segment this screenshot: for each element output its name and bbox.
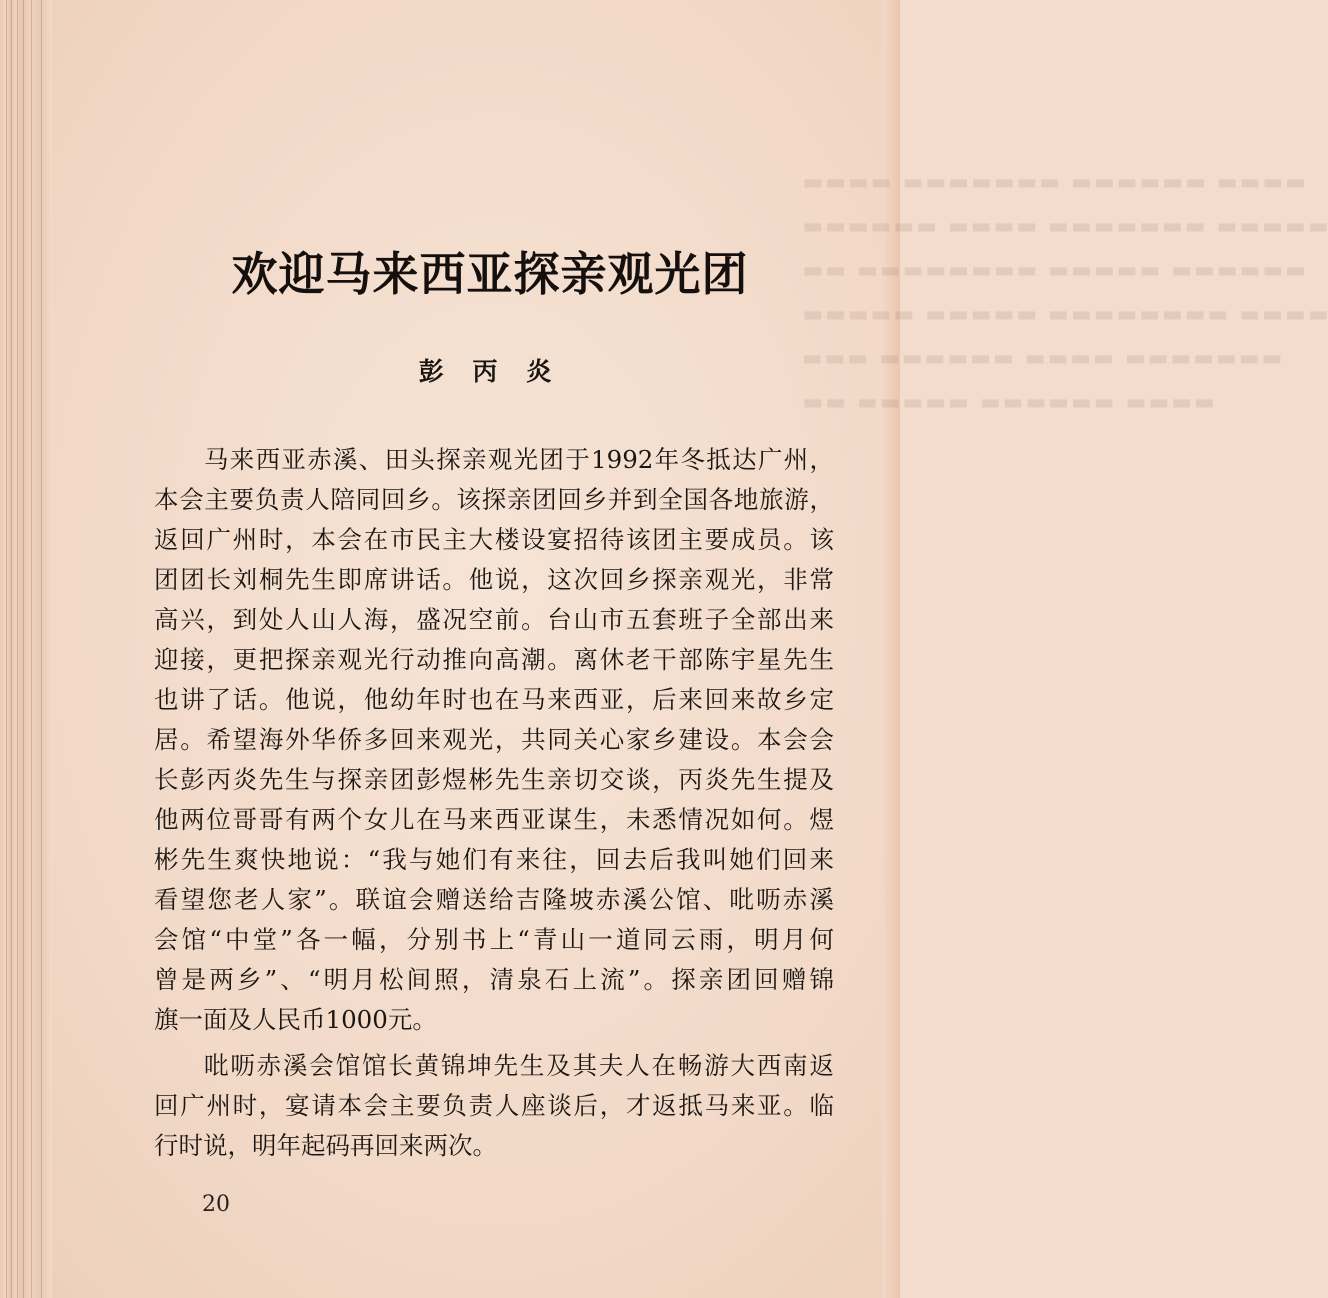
paragraph-1-line: 返回广州时，本会在市民主大楼设宴招待该团主要成员。该 [154,525,834,554]
page-edge-line [23,0,24,1298]
article-author: 彭 丙 炎 [418,357,562,386]
paragraph-1-line: 彬先生爽快地说：“我与她们有来往，回去后我叫她们回来 [154,845,834,874]
paragraph-1-line: 看望您老人家”。联谊会赠送给吉隆坡赤溪公馆、吡呖赤溪 [154,885,834,914]
paragraph-1-line: 迎接，更把探亲观光行动推向高潮。离休老干部陈宇星先生 [154,645,834,674]
paragraph-1-line: 马来西亚赤溪、田头探亲观光团于1992年冬抵达广州， [204,445,834,474]
paragraph-1-line: 曾是两乡”、“明月松间照，清泉石上流”。探亲团回赠锦 [154,965,834,994]
paragraph-1-line: 居。希望海外华侨多回来观光，共同关心家乡建设。本会会 [154,725,834,754]
page-edge-line [31,0,32,1298]
page-number: 20 [202,1192,230,1217]
paragraph-2-line: 行时说，明年起码再回来两次。 [154,1131,497,1160]
scanned-page: ▬▬▬▬ ▬▬▬▬▬▬ ▬▬▬▬▬▬▬ ▬▬▬▬ ▬▬▬▬▬ ▬▬▬▬▬▬▬ ▬▬▬▬ ▬▬▬▬▬▬ ▬▬▬▬▬▬ ▬▬▬▬▬ ▬▬▬▬▬▬▬▬ ▬▬ ▬▬▬▬ ▬▬▬▬▬▬▬▬ ▬▬▬▬▬ ▬▬▬▬▬ ▬▬▬▬▬▬▬ ▬▬▬▬ ▬▬▬▬▬▬ ▬▬▬ ▬▬▬▬ ▬▬▬▬▬▬ ▬▬▬▬▬ ▬▬ 欢迎马来西亚探亲观光团 彭 丙 炎 马来西亚赤溪、田头探亲观光团于1992年冬抵达广州， 本会主要负责人陪同回乡。该探亲团回乡并到全国各地旅游， 返回广州时，本会在市民主大楼设宴招待该团主要成员。该 团团长刘桐先生即席讲话。他说，这次回乡探亲观光，非常 高兴，到处人山人海，盛况空前。台山市五套班子全部出来 迎接，更把探亲观光行动推向高潮。离休老干部陈宇星先生 也讲了话。他说，他幼年时也在马来西亚，后来回来故乡定 居。希望海外华侨多回来观光，共同关心家乡建设。本会会 长彭丙炎先生与探亲团彭煜彬先生亲切交谈，丙炎先生提及 他两位哥哥有两个女儿在马来西亚谋生，未悉情况如何。煜 彬先生爽快地说：“我与她们有来往，回去后我叫她们回来 看望您老人家”。联谊会赠送给吉隆坡赤溪公馆、吡呖赤溪 会馆“中堂”各一幅，分别书上“青山一道同云雨，明月何 曾是两乡”、“明月松间照，清泉石上流”。探亲团回赠锦 旗一面及人民币1000元。 吡呖赤溪会馆馆长黄锦坤先生及其夫人在畅游大西南返 回广州时，宴请本会主要负责人座谈后，才返抵马来亚。临 行时说，明年起码再回来两次。 20 [0,0,900,1298]
paragraph-1-line: 他两位哥哥有两个女儿在马来西亚谋生，未悉情况如何。煜 [154,805,834,834]
paragraph-1-line: 会馆“中堂”各一幅，分别书上“青山一道同云雨，明月何 [154,925,834,954]
paragraph-1-line: 长彭丙炎先生与探亲团彭煜彬先生亲切交谈，丙炎先生提及 [154,765,834,794]
article-title: 欢迎马来西亚探亲观光团 [231,247,749,301]
paragraph-1-line: 团团长刘桐先生即席讲话。他说，这次回乡探亲观光，非常 [154,565,834,594]
paragraph-1-line: 也讲了话。他说，他幼年时也在马来西亚，后来回来故乡定 [154,685,834,714]
paragraph-1-line: 旗一面及人民币1000元。 [154,1005,437,1034]
book-spine-edge [0,0,52,1298]
page-edge-line [6,0,7,1298]
paragraph-1-line: 本会主要负责人陪同回乡。该探亲团回乡并到全国各地旅游， [154,485,834,514]
paragraph-2-line: 回广州时，宴请本会主要负责人座谈后，才返抵马来亚。临 [154,1091,834,1120]
page-edge-line [41,0,42,1298]
paragraph-2-line: 吡呖赤溪会馆馆长黄锦坤先生及其夫人在畅游大西南返 [204,1051,834,1080]
paragraph-1-line: 高兴，到处人山人海，盛况空前。台山市五套班子全部出来 [154,605,834,634]
page-edge-line [11,0,12,1298]
page-edge-line [17,0,18,1298]
